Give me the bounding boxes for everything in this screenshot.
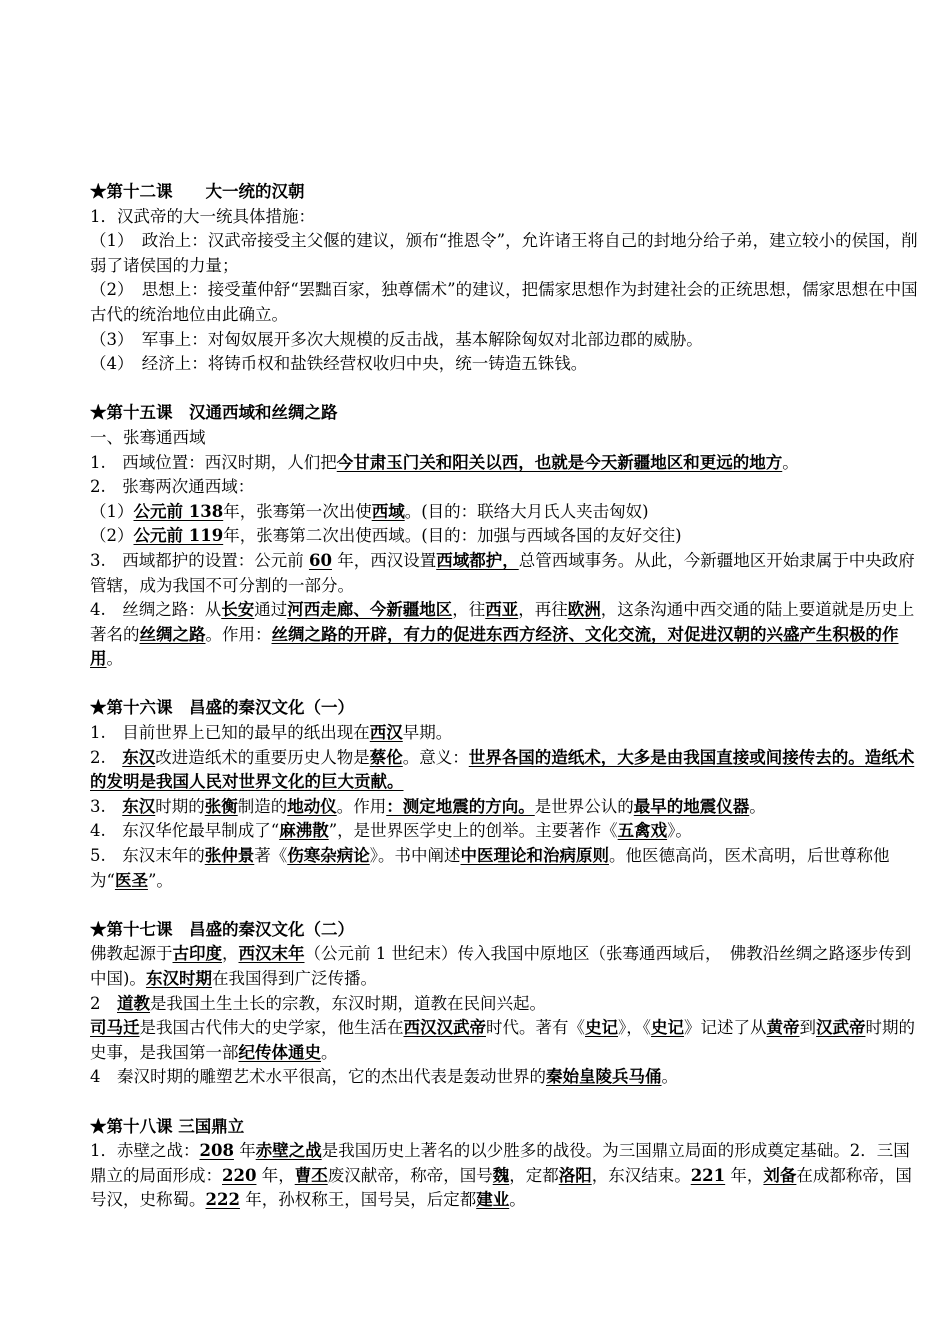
- key-term: 欧洲: [567, 600, 601, 620]
- text-segment: 时代。著有《: [486, 1018, 585, 1038]
- paragraph: [90, 746, 925, 795]
- text-segment: （2） 思想上：接受董仲舒“罢黜百家，独尊儒术”的建议，把儒家思想作为封建社会的正统思想，儒家思想在中国古代的统治地位由此确立。: [90, 280, 918, 324]
- text-segment: ，东汉结束。: [591, 1165, 691, 1185]
- text-segment: 一、张骞通西域: [90, 427, 206, 447]
- paragraph: [90, 352, 925, 377]
- paragraph: [90, 278, 925, 327]
- key-term: 道教: [117, 993, 150, 1013]
- key-term: 建业: [476, 1190, 510, 1210]
- text-segment: 。作用: [336, 796, 387, 816]
- key-term: 伤寒杂病论: [287, 846, 370, 866]
- text-segment: 1. 西域位置：西汉时期，人们把: [90, 452, 337, 472]
- paragraph: [90, 328, 925, 353]
- key-term: 东汉: [122, 796, 156, 816]
- key-term: 最早的地震仪器: [633, 796, 750, 816]
- text-segment: 是世界公认的: [534, 796, 634, 816]
- key-term: 西汉末年: [238, 944, 305, 964]
- key-term: 西域: [371, 501, 405, 521]
- paragraph: [90, 992, 925, 1017]
- key-term: 西域都护，: [436, 550, 519, 570]
- key-term: 刘备: [763, 1165, 797, 1185]
- text-segment: 4. 东汉华佗最早制成了“: [90, 821, 280, 841]
- paragraph: [90, 942, 925, 991]
- text-segment: （3） 军事上：对匈奴展开多次大规模的反击战，基本解除匈奴对北部边郡的威胁。: [90, 329, 703, 349]
- text-segment: 是我国土生土长的宗教，东汉时期，道教在民间兴起。: [150, 993, 546, 1013]
- key-term: 黄帝: [766, 1018, 800, 1038]
- key-term: 公元前 138: [133, 501, 224, 521]
- text-segment: 时期的史事，是我国第一部: [90, 1018, 915, 1062]
- lesson-title: ★第十六课 昌盛的秦汉文化（一）: [90, 698, 354, 718]
- text-segment: 总管西域事务。从此，今新疆地区开始隶属于中央政府管辖，成为我国不可分割的一部分。: [90, 550, 915, 595]
- text-segment: （4） 经济上：将铸币权和盐铁经营权收归中央，统一铸造五铢钱。: [90, 354, 588, 374]
- text-segment: 。(目的：联络大月氏人夹击匈奴): [404, 501, 649, 521]
- paragraph: [90, 721, 925, 746]
- key-term: 纪传体通史: [238, 1042, 321, 1062]
- key-term: 汉武帝: [816, 1018, 866, 1038]
- text-segment: 是我国历史上著名的以少胜多的战役。为三国鼎立局面的形成奠定基础。2．三国鼎立的局面形成：: [90, 1141, 910, 1185]
- text-segment: 年，张骞第一次出使: [223, 501, 372, 521]
- document-body: [90, 180, 925, 1238]
- key-term: 西亚: [485, 600, 519, 620]
- text-segment: ，: [222, 944, 239, 964]
- key-term: 221: [690, 1165, 726, 1185]
- key-term: 60: [309, 550, 332, 570]
- key-term: 公元前 119: [133, 526, 224, 546]
- key-term: 世界各国的造纸术，大多是由我国直接或间接传去的。造纸术的发明是我国人民对世界文化的巨大贡献。: [90, 747, 915, 792]
- key-term: 220: [222, 1165, 257, 1185]
- key-term: 史记: [585, 1018, 618, 1038]
- key-term: 河西走廊、今新疆地区: [287, 600, 453, 620]
- key-term: 中医理论和治病原则: [460, 846, 609, 866]
- key-term: 张仲景: [204, 846, 255, 866]
- key-term: 东汉: [122, 747, 156, 767]
- text-segment: 1．汉武帝的大一统具体措施：: [90, 206, 315, 226]
- text-segment: 1. 目前世界上已知的最早的纸出现在: [90, 723, 370, 743]
- text-segment: 年: [233, 1141, 256, 1161]
- paragraph: [90, 475, 925, 500]
- text-segment: 。: [749, 796, 766, 816]
- key-term: 长安: [221, 600, 255, 620]
- text-segment: 。: [106, 649, 123, 669]
- paragraph: [90, 549, 925, 598]
- text-segment: 年，孙权称王，国号吴，后定都: [239, 1190, 477, 1210]
- key-term: 赤壁之战: [255, 1141, 322, 1161]
- paragraph: [90, 844, 925, 893]
- text-segment: 。: [661, 1067, 678, 1087]
- key-term: ：测定地震的方向。: [386, 796, 535, 816]
- text-segment: ，定都: [509, 1165, 559, 1185]
- paragraph: [90, 598, 925, 672]
- key-term: 地动仪: [287, 796, 337, 816]
- text-segment: 5. 东汉末年的: [90, 846, 205, 866]
- text-segment: 。意义：: [402, 747, 469, 767]
- text-segment: 2.: [90, 747, 123, 767]
- text-segment: 改进造纸术的重要历史人物是: [155, 747, 370, 767]
- key-term: 古印度: [172, 944, 222, 964]
- paragraph: [90, 426, 925, 451]
- key-term: 222: [205, 1190, 240, 1210]
- key-term: 洛阳: [558, 1165, 592, 1185]
- key-term: 蔡伦: [369, 747, 403, 767]
- text-segment: 3. 西域都护的设置：公元前: [90, 550, 309, 570]
- text-segment: 通过: [254, 600, 288, 620]
- paragraph: [90, 500, 925, 525]
- key-term: 医圣: [114, 870, 148, 890]
- lesson-section: [90, 696, 925, 893]
- text-segment: ，往: [452, 600, 486, 620]
- text-segment: 早期。: [402, 723, 453, 743]
- key-term: 史记: [651, 1018, 684, 1038]
- text-segment: 。: [509, 1190, 526, 1210]
- text-segment: ，这条沟通中西交通的陆上要道就是历史上著名的: [90, 600, 915, 644]
- text-segment: 》。书中阐述: [369, 846, 461, 866]
- text-segment: （公元前 1 世纪末）传入我国中原地区（张骞通西域后， 佛教沿丝绸之路逐步传到中国)。: [90, 944, 912, 988]
- key-term: 东汉时期: [145, 969, 212, 988]
- paragraph: [90, 819, 925, 844]
- key-term: 西汉汉武帝: [403, 1018, 486, 1038]
- lesson-title: ★第十七课 昌盛的秦汉文化（二）: [90, 919, 354, 939]
- key-term: 丝绸之路: [139, 624, 206, 644]
- text-segment: （1）: [90, 501, 134, 521]
- text-segment: ”。: [147, 870, 173, 890]
- text-segment: （1） 政治上：汉武帝接受主父偃的建议，颁布“推恩令”，允许诸王将自己的封地分给子弟，建立较小的侯国，削弱了诸侯国的力量；: [90, 231, 918, 275]
- lesson-title: ★第十八课 三国鼎立: [90, 1116, 245, 1136]
- text-segment: 。: [321, 1042, 338, 1062]
- text-segment: 。他医德高尚，医术高明，后世尊称他为“: [90, 846, 890, 890]
- paragraph: [90, 524, 925, 549]
- lesson-section: [90, 180, 925, 377]
- paragraph: [90, 795, 925, 820]
- key-term: 曹丕: [294, 1165, 328, 1185]
- key-term: 秦始皇陵兵马俑: [546, 1067, 662, 1087]
- key-term: 208: [199, 1141, 234, 1161]
- lesson-title: ★第十五课 汉通西域和丝绸之路: [90, 403, 338, 423]
- text-segment: ”，是世界医学史上的创举。主要著作《: [328, 821, 618, 841]
- text-segment: 4 秦汉时期的雕塑艺术水平很高，它的杰出代表是轰动世界的: [90, 1067, 546, 1087]
- key-term: 魏: [492, 1165, 510, 1185]
- text-segment: 3.: [90, 796, 123, 816]
- text-segment: 是我国古代伟大的史学家，他生活在: [139, 1018, 404, 1038]
- key-term: 西汉: [369, 723, 403, 743]
- key-term: 今甘肃玉门关和阳关以西，也就是今天新疆地区和更远的地方: [336, 452, 783, 472]
- text-segment: 年，: [725, 1165, 764, 1185]
- text-segment: 在我国得到广泛传播。: [211, 969, 377, 988]
- text-segment: 年，西汉设置: [331, 550, 437, 570]
- text-segment: 到: [799, 1018, 816, 1038]
- key-term: 丝绸之路的开辟，有力的促进东西方经济、文化交流，对促进汉朝的兴盛产生积极的作用: [90, 624, 899, 669]
- key-term: 麻沸散: [279, 821, 329, 841]
- text-segment: 佛教起源于: [90, 944, 173, 964]
- lesson-title: ★第十二课 大一统的汉朝: [90, 182, 305, 201]
- lesson-section: [90, 401, 925, 672]
- paragraph: [90, 1065, 925, 1090]
- text-segment: 》，《: [618, 1018, 651, 1038]
- paragraph: [90, 205, 925, 230]
- text-segment: 在成都称帝，国号汉，史称蜀。: [90, 1165, 912, 1210]
- text-segment: 》。: [667, 821, 692, 841]
- key-term: 五禽戏: [617, 821, 668, 841]
- paragraph: [90, 1016, 925, 1065]
- text-segment: 2: [90, 993, 117, 1013]
- key-term: 张衡: [204, 796, 238, 816]
- lesson-section: [90, 918, 925, 1090]
- paragraph: [90, 1139, 925, 1213]
- text-segment: ，再往: [518, 600, 568, 620]
- text-segment: 2. 张骞两次通西域：: [90, 477, 255, 497]
- text-segment: 年，: [256, 1165, 295, 1185]
- key-term: 司马迁: [90, 1018, 140, 1038]
- text-segment: 1．赤壁之战：: [90, 1141, 200, 1161]
- text-segment: 著《: [254, 846, 288, 866]
- text-segment: 。: [782, 452, 799, 472]
- text-segment: 制造的: [237, 796, 288, 816]
- paragraph: [90, 229, 925, 278]
- lesson-section: [90, 1115, 925, 1213]
- text-segment: 年，张骞第二次出使西域。(目的：加强与西域各国的友好交往): [223, 526, 682, 546]
- text-segment: 废汉献帝，称帝，国号: [327, 1165, 493, 1185]
- text-segment: 》记述了从: [684, 1018, 767, 1038]
- text-segment: 时期的: [155, 796, 205, 816]
- text-segment: 。作用：: [205, 624, 272, 644]
- text-segment: （2）: [90, 526, 134, 546]
- text-segment: 4. 丝绸之路：从: [90, 600, 222, 620]
- paragraph: [90, 451, 925, 476]
